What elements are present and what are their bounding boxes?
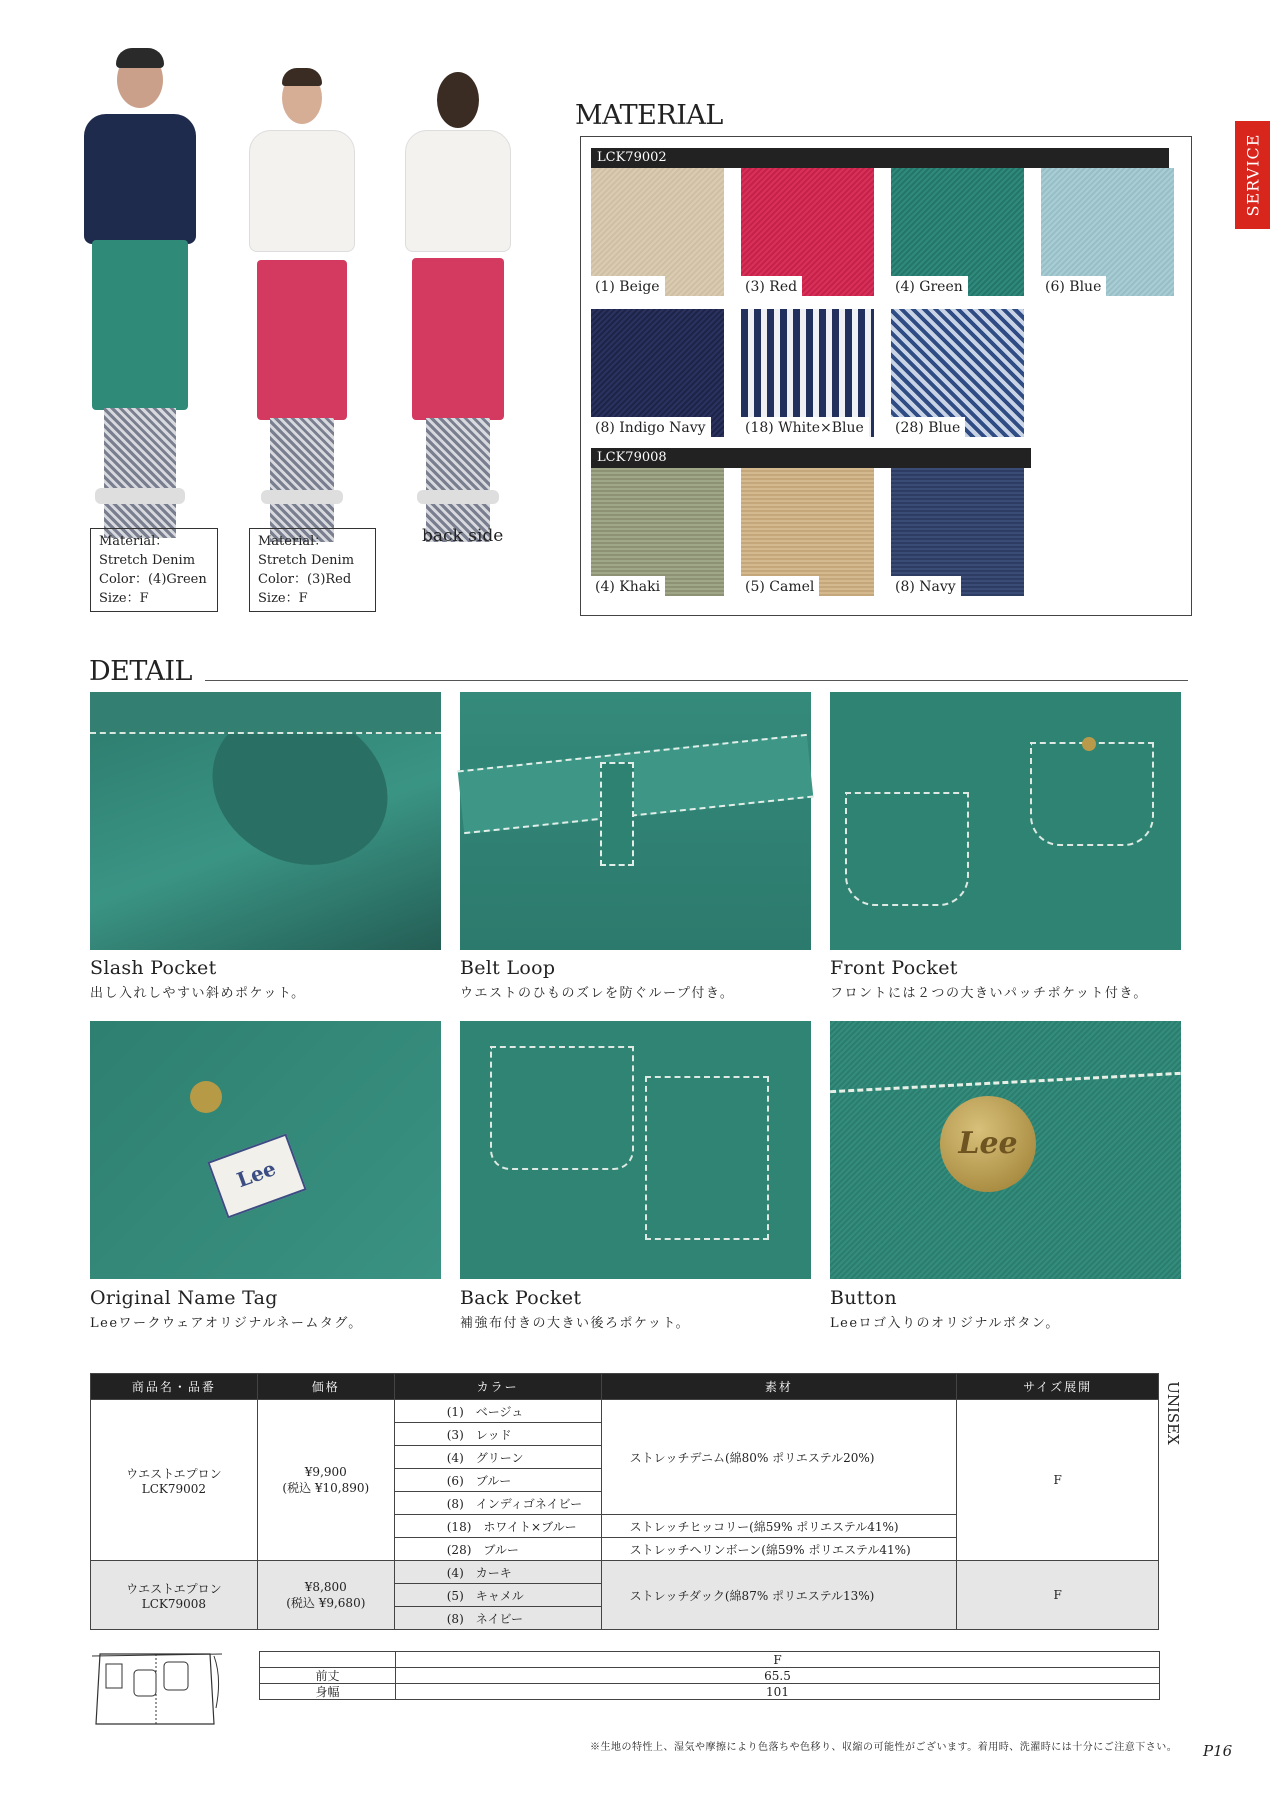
material-cell: ストレッチヘリンボーン(綿59% ポリエステル41%) (601, 1538, 957, 1561)
swatch-label: (1) Beige (591, 276, 665, 296)
color-cell: (8) インディゴネイビー (394, 1492, 601, 1515)
swatch-label: (4) Khaki (591, 576, 665, 596)
material-box (580, 136, 1192, 616)
apron-diagram (92, 1648, 222, 1728)
spec-header-row (91, 1374, 1159, 1400)
product-name: ウエストエプロン (126, 1466, 222, 1481)
swatch-khaki (591, 468, 724, 596)
info-size: Size：F (99, 591, 149, 606)
product-name: ウエストエプロン (126, 1581, 222, 1596)
model-info-green (90, 528, 218, 612)
photo-button (830, 1021, 1181, 1279)
table-row (260, 1652, 1160, 1668)
page-number: P16 (1203, 1742, 1233, 1760)
detail-title-3: Original Name Tag (90, 1287, 278, 1309)
unisex-label (1162, 1373, 1184, 1453)
material-cell: ストレッチダック(綿87% ポリエステル13%) (601, 1561, 957, 1630)
swatch-camel (741, 468, 874, 596)
swatch-blue (1041, 168, 1174, 296)
model-female-front (248, 72, 356, 512)
spec-header: サイズ展開 (957, 1374, 1159, 1400)
footnote: ※生地の特性上、湿気や摩擦により色落ちや色移り、収縮の可能性がございます。着用時、洗濯時には十分にご注意下さい。 (590, 1742, 1178, 1753)
detail-desc-2: フロントには２つの大きいパッチポケット付き。 (830, 986, 1148, 1001)
size-table (259, 1651, 1160, 1700)
size-row-value: 101 (396, 1684, 1160, 1700)
swatch-red (741, 168, 874, 296)
detail-desc-5: Leeロゴ入りのオリジナルボタン。 (830, 1316, 1060, 1331)
table-row (91, 1400, 1159, 1423)
photo-name-tag (90, 1021, 441, 1279)
swatch-white-blue (741, 309, 874, 437)
detail-rule (205, 680, 1188, 681)
material-code-bar: LCK79002 (591, 148, 1169, 168)
product-name-cell (91, 1561, 258, 1630)
swatch-label: (5) Camel (741, 576, 819, 596)
size-header: F (396, 1652, 1160, 1668)
color-cell: (4) グリーン (394, 1446, 601, 1469)
spec-header: カラー (394, 1374, 601, 1400)
apron-outline-icon (92, 1648, 222, 1728)
detail-title-5: Button (830, 1287, 897, 1309)
material-cell: ストレッチデニム(綿80% ポリエステル20%) (601, 1400, 957, 1515)
lee-button: Lee (940, 1096, 1036, 1192)
product-code: LCK79008 (141, 1596, 207, 1611)
detail-title-4: Back Pocket (460, 1287, 582, 1309)
spec-header: 素材 (601, 1374, 957, 1400)
info-color: Color：(3)Red (258, 572, 352, 587)
name-tag: Lee (207, 1133, 306, 1218)
swatch-label: (18) White×Blue (741, 417, 869, 437)
price-tax: (税込 ¥9,680) (286, 1595, 366, 1610)
side-tab (1235, 121, 1270, 229)
detail-desc-3: Leeワークウェアオリジナルネームタグ。 (90, 1316, 363, 1331)
swatch-beige (591, 168, 724, 296)
photo-belt-loop (460, 692, 811, 950)
unisex-text: UNISEX (1164, 1381, 1182, 1445)
color-cell: (3) レッド (394, 1423, 601, 1446)
spec-table (90, 1373, 1159, 1630)
price: ¥8,800 (304, 1579, 347, 1594)
swatch-label: (3) Red (741, 276, 802, 296)
swatch-herringbone-blue (891, 309, 1024, 437)
spec-header: 商品名・品番 (91, 1374, 258, 1400)
size-row-label: 前丈 (260, 1668, 396, 1684)
swatch-indigo-navy (591, 309, 724, 437)
size-corner (260, 1652, 396, 1668)
back-side-label: back side (422, 526, 504, 546)
info-material-label: Material： (258, 534, 328, 549)
info-material-label: Material： (99, 534, 169, 549)
photo-back-pocket (460, 1021, 811, 1279)
swatch-label: (8) Indigo Navy (591, 417, 711, 437)
color-cell: (5) キャメル (394, 1584, 601, 1607)
color-cell: (8) ネイビー (394, 1607, 601, 1630)
detail-desc-0: 出し入れしやすい斜めポケット。 (90, 986, 306, 1001)
model-male-front (80, 48, 200, 512)
material-title: MATERIAL (575, 100, 723, 131)
model-female-back (404, 72, 512, 512)
side-tab-label: SERVICE (1243, 133, 1262, 217)
swatch-label: (4) Green (891, 276, 968, 296)
material-cell: ストレッチヒッコリー(綿59% ポリエステル41%) (601, 1515, 957, 1538)
color-cell: (18) ホワイト×ブルー (394, 1515, 601, 1538)
info-fabric: Stretch Denim (258, 553, 355, 568)
color-cell: (1) ベージュ (394, 1400, 601, 1423)
detail-desc-1: ウエストのひものズレを防ぐループ付き。 (460, 986, 735, 1001)
product-name-cell (91, 1400, 258, 1561)
info-color: Color：(4)Green (99, 572, 207, 587)
photo-front-pocket (830, 692, 1181, 950)
detail-title-1: Belt Loop (460, 957, 556, 979)
table-row (91, 1561, 1159, 1584)
info-fabric: Stretch Denim (99, 553, 196, 568)
table-row (260, 1684, 1160, 1700)
swatch-label: (8) Navy (891, 576, 961, 596)
color-cell: (28) ブルー (394, 1538, 601, 1561)
detail-title-2: Front Pocket (830, 957, 958, 979)
spec-header: 価格 (257, 1374, 394, 1400)
price-tax: (税込 ¥10,890) (282, 1480, 370, 1495)
swatch-navy (891, 468, 1024, 596)
swatch-label: (28) Blue (891, 417, 965, 437)
photo-slash-pocket (90, 692, 441, 950)
size-cell: F (957, 1561, 1159, 1630)
detail-title: DETAIL (89, 656, 192, 687)
table-row (260, 1668, 1160, 1684)
size-row-label: 身幅 (260, 1684, 396, 1700)
detail-desc-4: 補強布付きの大きい後ろポケット。 (460, 1316, 691, 1331)
detail-title-0: Slash Pocket (90, 957, 217, 979)
product-code: LCK79002 (141, 1481, 207, 1496)
size-row-value: 65.5 (396, 1668, 1160, 1684)
color-cell: (6) ブルー (394, 1469, 601, 1492)
size-cell: F (957, 1400, 1159, 1561)
price-cell (257, 1561, 394, 1630)
color-cell: (4) カーキ (394, 1561, 601, 1584)
info-size: Size：F (258, 591, 308, 606)
price: ¥9,900 (304, 1464, 347, 1479)
material-code-bar: LCK79008 (591, 448, 1031, 468)
model-info-red (249, 528, 376, 612)
swatch-green (891, 168, 1024, 296)
swatch-label: (6) Blue (1041, 276, 1106, 296)
price-cell (257, 1400, 394, 1561)
